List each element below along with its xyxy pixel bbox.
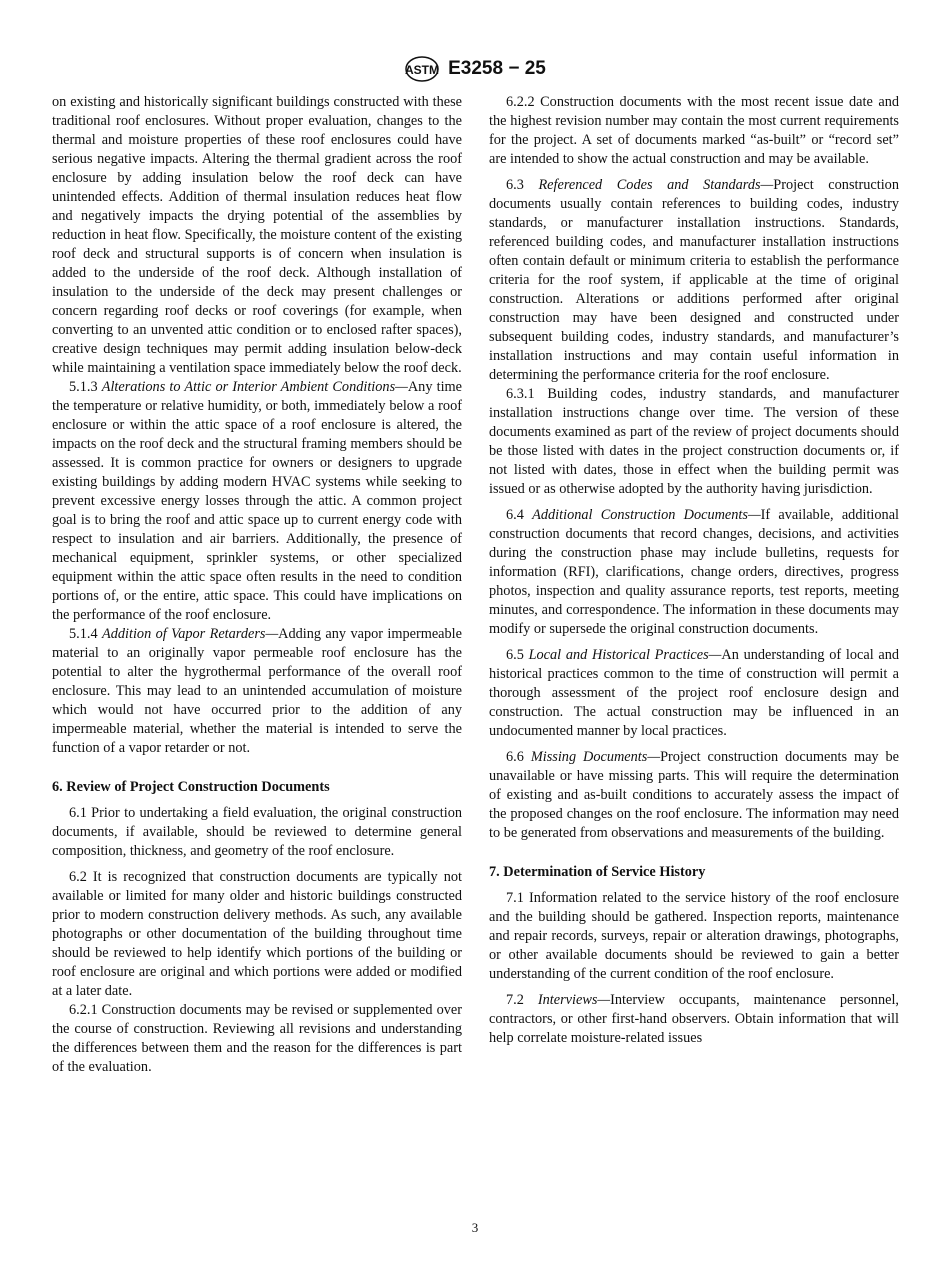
clause-number: 6.6 bbox=[506, 749, 524, 765]
paragraph: 6.2.2 Construction documents with the most recent issue date and the highest revision number may contain the most current requirements for the project. A set of documents marked “as-built” or “record set” are intended to show the actual construction and may be available. bbox=[489, 94, 899, 167]
left-column bbox=[52, 93, 462, 1077]
paragraph bbox=[489, 176, 899, 385]
clause-title: Addition of Vapor Retarders— bbox=[101, 626, 279, 642]
paragraph: 6.2 It is recognized that construction documents are typically not available or limited for many older and historic buildings constructed prior to modern construction delivery methods. As such, any available photographs or other documentation of the building throughout time should be reviewed to help identify which portions of the building or roof enclosure are original and which portions were added or modified at a later date. bbox=[52, 869, 462, 999]
clause-number: 5.1.4 bbox=[69, 626, 98, 642]
paragraph bbox=[489, 991, 899, 1048]
clause-number: 6.5 bbox=[506, 647, 524, 663]
svg-text:ASTM: ASTM bbox=[405, 63, 440, 77]
paragraph: 7.1 Information related to the service history of the roof enclosure and the building should be gathered. Inspection reports, maintenance and repair records, surveys, repair or alteration drawings, photographs, or other available documents should be reviewed to gain a better understanding of the current condition of the roof enclosure. bbox=[489, 890, 899, 982]
clause-text: Any time the temperature or relative humidity, or both, immediately below a roof enclosure or within the attic space of a roof enclosure is altered, the impacts on the roof deck and the structural framing members should be assessed. It is common practice for owners or designers to upgrade existing buildings by adding modern HVAC systems while seeking to prevent excessive energy losses through the attic. A common project goal is to bring the roof and attic space up to current energy code with respect to insulation and air barriers. Additionally, the presence of mechanical equipment, sprinkler systems, or other specialized equipment within the attic space often results in the need to condition portions of, or the entire, attic space. This could have implications on the performance of the roof enclosure. bbox=[52, 379, 463, 623]
page-number: 3 bbox=[471, 1220, 479, 1235]
astm-logo-icon bbox=[404, 55, 440, 83]
clause-number: 6.3 bbox=[506, 177, 524, 193]
paragraph: on existing and historically significant buildings constructed with these traditional roof enclosures. Without proper evaluation, changes to the thermal and moisture properties of these roof enclosures could have serious negative impacts. Altering the thermal gradient across the roof enclosure by adding insulation below the roof deck can have unintended effects. Addition of thermal insulation reduces heat flow and negatively impacts the drying potential of the assemblies by reduction in heat flow. Specifically, the moisture content of the existing roof deck and structural supports is of concern when insulation is added to the underside of the roof deck. Although installation of insulation to the underside of the deck may present challenges or concern regarding roof decks or roof coverings (for example, when converting to an unvented attic condition or to enclosed rafter spaces), creative design techniques may permit adding insulation below-deck while maintaining a ventilation space immediately below the roof deck. bbox=[52, 94, 462, 376]
clause-title: Missing Documents— bbox=[530, 749, 661, 765]
clause-title: Interviews— bbox=[537, 992, 611, 1008]
clause-number: 6.4 bbox=[506, 507, 524, 523]
paragraph: 6.1 Prior to undertaking a field evaluation, the original construction documents, if available, should be reviewed to determine general composition, thickness, and geometry of the roof enclosure. bbox=[52, 805, 462, 859]
section-heading: 6. Review of Project Construction Documents bbox=[52, 779, 330, 795]
paragraph bbox=[489, 646, 899, 741]
standard-designation: E3258 − 25 bbox=[448, 58, 546, 79]
clause-title: Referenced Codes and Standards— bbox=[538, 177, 774, 193]
paragraph: 6.2.1 Construction documents may be revised or supplemented over the course of construction. Reviewing all revisions and understanding the differences between them and the reason for the differences is part of the evaluation. bbox=[52, 1002, 462, 1075]
clause-text: Project construction documents may be unavailable or have missing parts. This will require the determination of existing and as-built conditions to accurately assess the impact of the proposed changes on the roof enclosure. The information may need to be generated from observations and measurements of the building. bbox=[489, 749, 899, 841]
paragraph bbox=[52, 625, 462, 758]
right-column bbox=[489, 93, 899, 1048]
clause-title: Alterations to Attic or Interior Ambient Conditions— bbox=[101, 379, 408, 395]
clause-text: If available, additional construction documents that record changes, decisions, and activities during the construction phase may include bulletins, requests for information (RFI), clarifications, change orders, directives, progress photos, inspection and quality assurance reports, test reports, meeting minutes, and correspondence. The information in these documents may modify or supersede the original construction documents. bbox=[489, 507, 900, 637]
paragraph bbox=[489, 506, 899, 639]
clause-number: 5.1.3 bbox=[69, 379, 98, 395]
section-heading: 7. Determination of Service History bbox=[489, 864, 706, 880]
paragraph bbox=[52, 378, 462, 625]
clause-text: Interview occupants, maintenance personnel, contractors, or other first-hand observers. Obtain information that will help correlate moisture-related issues bbox=[489, 992, 899, 1046]
clause-title: Additional Construction Documents— bbox=[532, 507, 761, 523]
page-header bbox=[0, 55, 950, 83]
clause-text: An understanding of local and historical practices common to the time of construction will permit a thorough assessment of the project roof enclosure design and construction. The actual construction may be influenced in an undocumented manner by local practices. bbox=[489, 647, 900, 739]
paragraph bbox=[489, 748, 899, 843]
clause-text: Project construction documents usually contain references to building codes, industry standards, or manufacturer installation instructions. Standards, referenced building codes, and manufacturer installation instructions often contain default or minimum criteria to establish the performance criteria for the roof system, if applicable at the time of original construction. Alterations or additions performed after original construction may have been designed and constructed under subsequent building codes, industry standards, and manufacturer’s installation instructions and may contain useful information in determining the performance criteria for the roof enclosure. bbox=[489, 177, 899, 383]
clause-title: Local and Historical Practices— bbox=[528, 647, 722, 663]
paragraph: 6.3.1 Building codes, industry standards, and manufacturer installation instructions change over time. The version of these documents examined as part of the review of project documents should be those listed with dates in the project construction documents or, if not listed with dates, those in effect when the building permit was issued or as otherwise adopted by the authority having jurisdiction. bbox=[489, 386, 899, 497]
clause-number: 7.2 bbox=[506, 992, 524, 1008]
clause-text: Adding any vapor impermeable material to an originally vapor permeable roof enclosure has the potential to alter the hygrothermal performance of the overall roof enclosure. This may lead to an unintended accumulation of moisture which would not have occurred prior to the addition of any impermeable material, whether the material is intended to serve the function of a vapor retarder or not. bbox=[52, 626, 462, 756]
